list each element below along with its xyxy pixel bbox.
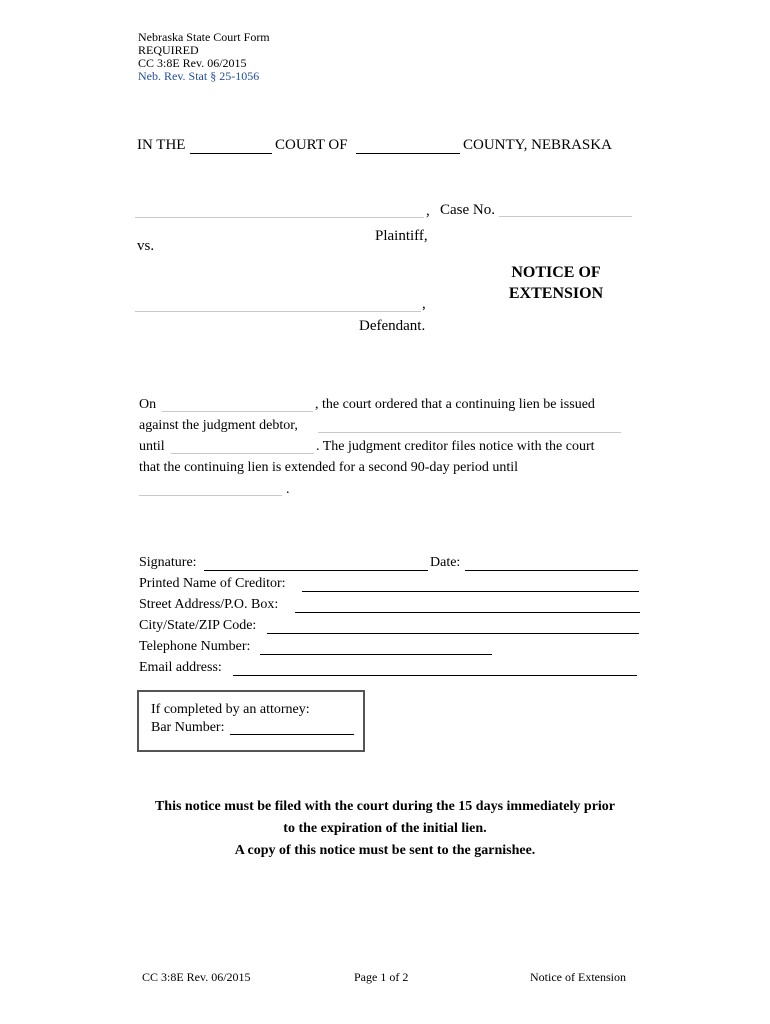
versus-label: vs. — [137, 238, 155, 254]
city-state-zip-label: City/State/ZIP Code: — [139, 618, 257, 633]
title-line-1: NOTICE OF — [511, 264, 601, 281]
county-name-field[interactable] — [356, 137, 460, 154]
body-files-notice-text: . The judgment creditor files notice with the court — [316, 439, 595, 454]
telephone-label: Telephone Number: — [139, 639, 251, 654]
plaintiff-name-field[interactable] — [135, 201, 424, 218]
telephone-field[interactable] — [260, 638, 492, 655]
header-form-number: CC 3:8E Rev. 06/2015 — [138, 56, 247, 70]
header-required: REQUIRED — [138, 43, 199, 57]
date-label: Date: — [430, 555, 461, 570]
footer-document-title: Notice of Extension — [530, 970, 626, 984]
county-nebraska-label: COUNTY, NEBRASKA — [463, 137, 612, 153]
order-date-field[interactable] — [162, 395, 313, 412]
bar-number-label: Bar Number: — [151, 720, 225, 735]
lien-expiration-field[interactable] — [171, 437, 314, 454]
defendant-label: Defendant. — [359, 318, 426, 334]
bar-number-field[interactable] — [230, 718, 354, 735]
filing-notice-line-2: to the expiration of the initial lien. — [283, 821, 487, 836]
email-label: Email address: — [139, 660, 222, 675]
signature-label: Signature: — [139, 555, 197, 570]
court-name-field[interactable] — [190, 137, 272, 154]
defendant-name-field[interactable] — [135, 295, 421, 312]
body-ordered-text: , the court ordered that a continuing lien be issued — [315, 397, 595, 412]
court-of-label: COURT OF — [275, 137, 348, 153]
body-until: until — [139, 439, 165, 454]
body-on: On — [139, 397, 157, 412]
city-state-zip-field[interactable] — [267, 617, 639, 634]
filing-notice-line-1: This notice must be filed with the court during the 15 days immediately prior — [154, 799, 616, 814]
attorney-box-heading: If completed by an attorney: — [151, 702, 310, 717]
signature-field[interactable] — [204, 554, 428, 571]
plaintiff-comma: , — [426, 203, 430, 219]
body-extended-text: that the continuing lien is extended for a second 90-day period until — [139, 460, 519, 475]
footer-page-number: Page 1 of 2 — [354, 970, 409, 984]
header-form-name: Nebraska State Court Form — [138, 30, 270, 44]
filing-notice — [95, 796, 675, 862]
form-header — [138, 31, 270, 83]
title-line-2: EXTENSION — [508, 285, 604, 302]
extension-end-date-field[interactable] — [139, 479, 282, 496]
document-title — [488, 262, 624, 304]
case-no-label: Case No. — [440, 202, 495, 218]
footer-form-number: CC 3:8E Rev. 06/2015 — [142, 970, 251, 984]
email-field[interactable] — [233, 659, 637, 676]
body-period: . — [286, 482, 290, 497]
street-address-label: Street Address/P.O. Box: — [139, 597, 279, 612]
court-in-the: IN THE — [137, 137, 186, 153]
defendant-comma: , — [422, 296, 426, 312]
printed-name-label: Printed Name of Creditor: — [139, 576, 286, 591]
judgment-debtor-field[interactable] — [318, 416, 621, 433]
printed-name-field[interactable] — [302, 575, 639, 592]
statute-link[interactable]: Neb. Rev. Stat § 25-1056 — [138, 69, 260, 83]
street-address-field[interactable] — [295, 596, 640, 613]
case-number-field[interactable] — [499, 200, 632, 217]
signature-date-field[interactable] — [465, 554, 638, 571]
filing-notice-line-3: A copy of this notice must be sent to the garnishee. — [234, 843, 536, 858]
plaintiff-label: Plaintiff, — [375, 228, 428, 244]
body-against-text: against the judgment debtor, — [139, 418, 298, 433]
